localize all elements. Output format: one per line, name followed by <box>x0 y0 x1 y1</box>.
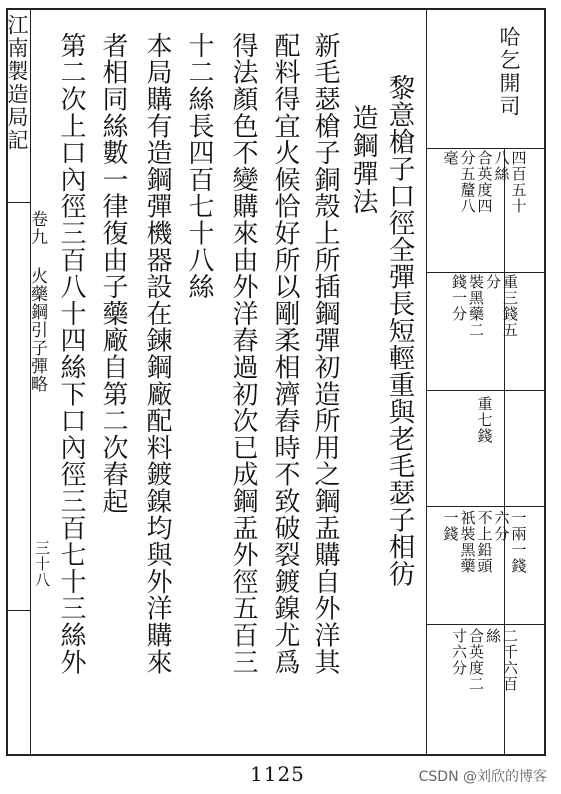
table-header-divider <box>426 148 546 149</box>
body-column-2: 配料得宜火候恰好所以剛柔相濟舂時不致破裂鍍鎳尤爲 <box>270 32 300 676</box>
body-column-7: 第二次上口內徑三百八十四絲下口內徑三百七十三絲外 <box>56 32 86 676</box>
table-cell-5 <box>426 628 542 748</box>
folio-number: 三十八 <box>33 540 51 588</box>
cell-line: 分 <box>484 274 502 290</box>
cell-line: 祇裝黑藥 <box>458 510 477 574</box>
table-row-divider-2 <box>426 390 546 391</box>
table-header-label: 哈乞開司 <box>497 26 521 118</box>
table-row-divider-4 <box>426 624 546 625</box>
section-title: 造鋼彈法 <box>348 104 378 216</box>
cell-line: 四百五十 <box>509 150 528 214</box>
book-title: 江南製造局記 <box>5 14 29 152</box>
cell-line: 八絲 <box>492 150 511 182</box>
cell-line: 重七錢 <box>475 396 494 444</box>
body-column-5: 本局購有造鋼彈機器設在鍊鋼廠配料鍍鎳均與外洋購來 <box>142 32 172 676</box>
cell-line: 毫 <box>441 150 460 166</box>
table-cell-3 <box>426 396 542 496</box>
table-cell-4 <box>426 510 542 614</box>
body-column-6: 者相同絲數一律復由子藥廠自第二次舂起 <box>98 32 128 515</box>
cell-line: 合英度四 <box>475 150 494 214</box>
table-cell-2 <box>426 274 542 378</box>
page-number: 1125 <box>250 762 305 786</box>
cell-line: 一兩一錢 <box>509 510 528 574</box>
table-cell-1 <box>426 150 542 260</box>
table-caption: 黎意槍子口徑全彈長短輕重與老毛瑟子相彷 <box>383 74 415 587</box>
cell-line: 分五釐八 <box>458 150 477 214</box>
cell-line: 合英度二 <box>467 628 485 692</box>
cell-line: 二千六百 <box>501 628 519 692</box>
body-column-4: 十二絲長四百七十八絲 <box>184 32 214 300</box>
body-column-3: 得法顏色不變購來由外洋舂過初次已成鋼盂外徑五百三 <box>228 32 258 676</box>
table-row-divider-3 <box>426 506 546 507</box>
cell-line: 不上鉛頭 <box>475 510 494 574</box>
cell-line: 錢一分 <box>450 274 468 322</box>
volume-label: 卷九 火藥鋼引子彈略 <box>27 210 47 393</box>
cell-line: 寸六分 <box>450 628 468 676</box>
table-row-divider-1 <box>426 272 546 273</box>
watermark: CSDN @刘欣的博客 <box>418 769 547 785</box>
cell-line: 一錢 <box>441 510 460 542</box>
cell-line: 絲 <box>484 628 502 644</box>
margin-folio-rule <box>8 610 30 611</box>
margin-title-rule <box>8 202 30 203</box>
cell-line: 裝黑藥二 <box>467 274 485 338</box>
cell-line: 重三錢五 <box>501 274 519 338</box>
body-column-1: 新毛瑟槍子銅殼上所插鋼彈初造所用之鋼盂購自外洋其 <box>310 32 340 676</box>
cell-line: 六分 <box>492 510 511 542</box>
